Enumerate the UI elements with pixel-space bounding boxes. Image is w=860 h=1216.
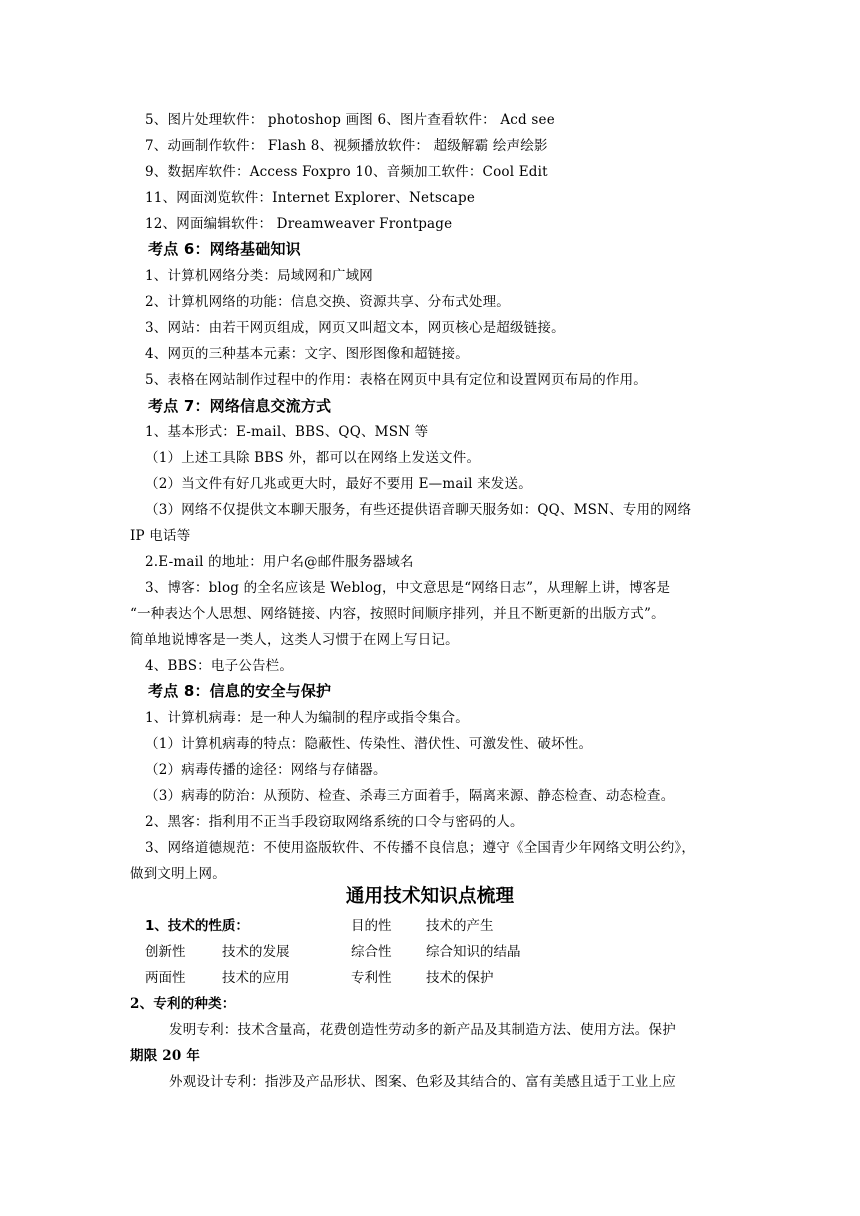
- section7-sub-3-line-2: IP 电话等: [130, 528, 191, 544]
- nature-meaning: 技术的产生: [426, 918, 494, 934]
- section7-item-1: 1、基本形式：E-mail、BBS、QQ、MSN 等: [145, 424, 429, 440]
- software-line-11: 11、网面浏览软件：Internet Explorer、Netscape: [145, 190, 476, 206]
- section7-item-3-line-1: 3、博客：blog 的全名应该是 Weblog，中文意思是“网络日志”，从理解上讲，博客是: [145, 580, 671, 596]
- nature-meaning: 技术的发展: [222, 944, 290, 960]
- nature-term: 综合性: [351, 944, 392, 960]
- invention-patent-line-2: 期限 20 年: [130, 1048, 201, 1064]
- invention-patent-line-1: 发明专利：技术含量高，花费创造性劳动多的新产品及其制造方法、使用方法。保护: [169, 1022, 676, 1038]
- section7-heading: 考点 7：网络信息交流方式: [148, 397, 332, 415]
- section6-item: 1、计算机网络分类：局域网和广域网: [145, 268, 373, 284]
- tech-nature-label: 1、技术的性质：: [145, 918, 249, 934]
- section6-item: 5、表格在网站制作过程中的作用：表格在网页中具有定位和设置网页布局的作用。: [145, 372, 647, 388]
- section8-item-3-line-1: 3、网络道德规范：不使用盗版软件、不传播不良信息；遵守《全国青少年网络文明公约》，: [145, 840, 696, 856]
- section7-item-3-line-3: 简单地说博客是一类人，这类人习惯于在网上写日记。: [130, 632, 459, 648]
- section8-item-2: 2、黑客：指利用不正当手段窃取网络系统的口令与密码的人。: [145, 814, 524, 830]
- software-line-12: 12、网面编辑软件： Dreamweaver Frontpage: [145, 216, 453, 232]
- nature-meaning: 技术的应用: [222, 970, 290, 986]
- software-line-7: 7、动画制作软件： Flash 8、视频播放软件： 超级解霸 绘声绘影: [145, 138, 548, 154]
- tech-title: 通用技术知识点梳理: [345, 886, 515, 907]
- nature-term: 目的性: [351, 918, 392, 934]
- section8-heading: 考点 8：信息的安全与保护: [148, 682, 332, 700]
- software-line-5: 5、图片处理软件： photoshop 画图 6、图片查看软件： Acd see: [145, 112, 555, 128]
- section7-item-4: 4、BBS：电子公告栏。: [145, 658, 294, 674]
- section8-sub-1: （1）计算机病毒的特点：隐蔽性、传染性、潜伏性、可激发性、破坏性。: [145, 736, 593, 752]
- section6-item: 2、计算机网络的功能：信息交换、资源共享、分布式处理。: [145, 294, 510, 310]
- patent-heading: 2、专利的种类：: [130, 996, 236, 1012]
- section8-item-3-line-2: 做到文明上网。: [130, 866, 226, 882]
- nature-term: 创新性: [145, 944, 186, 960]
- section8-sub-3: （3）病毒的防治：从预防、检查、杀毒三方面着手，隔离来源、静态检查、动态检查。: [145, 788, 675, 804]
- section6-heading: 考点 6：网络基础知识: [148, 240, 301, 258]
- section8-item-1: 1、计算机病毒：是一种人为编制的程序或指令集合。: [145, 710, 469, 726]
- section7-sub-2: （2）当文件有好几兆或更大时，最好不要用 E—mail 来发送。: [145, 476, 532, 492]
- design-patent-line-1: 外观设计专利：指涉及产品形状、图案、色彩及其结合的、富有美感且适于工业上应: [169, 1074, 676, 1090]
- software-line-9: 9、数据库软件：Access Foxpro 10、音频加工软件：Cool Edit: [145, 164, 548, 180]
- section7-sub-1: （1）上述工具除 BBS 外，都可以在网络上发送文件。: [145, 450, 481, 466]
- section7-item-2: 2.E-mail 的地址：用户名@邮件服务器域名: [145, 554, 414, 570]
- nature-meaning: 技术的保护: [426, 970, 494, 986]
- nature-meaning: 综合知识的结晶: [426, 944, 521, 960]
- section7-item-3-line-2: “一种表达个人思想、网络链接、内容，按照时间顺序排列，并且不断更新的出版方式”。: [130, 606, 665, 622]
- section7-sub-3-line-1: （3）网络不仅提供文本聊天服务，有些还提供语音聊天服务如：QQ、MSN、专用的网络: [145, 502, 692, 518]
- section6-item: 3、网站：由若干网页组成，网页又叫超文本，网页核心是超级链接。: [145, 320, 565, 336]
- section6-item: 4、网页的三种基本元素：文字、图形图像和超链接。: [145, 346, 469, 362]
- nature-term: 专利性: [351, 970, 392, 986]
- section8-sub-2: （2）病毒传播的途径：网络与存储器。: [145, 762, 387, 778]
- nature-term: 两面性: [145, 970, 186, 986]
